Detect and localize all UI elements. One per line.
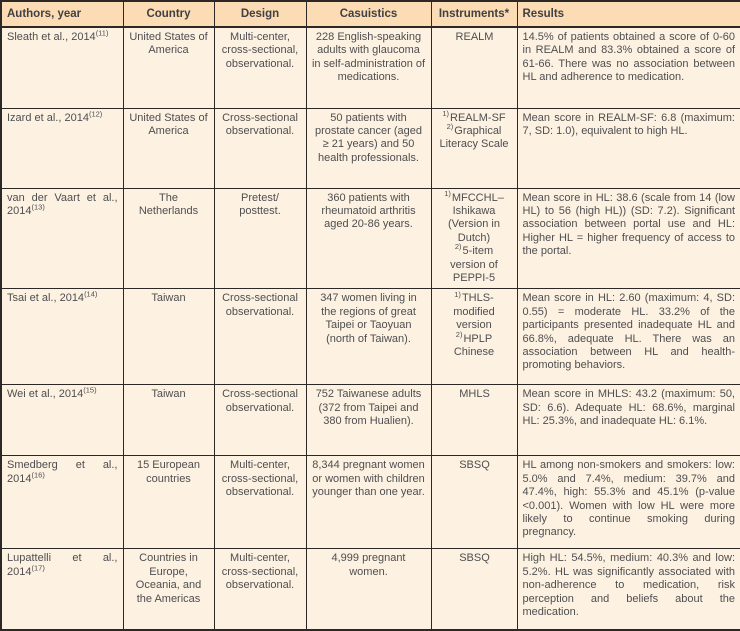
cell-results: Mean score in HL: 2.60 (maximum: 4, SD: 0.55) = moderate HL. 33.2% of the participants presented inadequate HL and 66.8%, adequate HL. There was an association between HL and health-promoting behaviors.: [517, 289, 740, 385]
instrument-name: Graphical Literacy Scale: [439, 124, 509, 151]
authors-text: Tsai et al., 2014: [7, 292, 85, 305]
cell-instruments: [431, 27, 517, 108]
instrument-name: THLS-modified version: [453, 292, 495, 332]
instruments-list: [437, 459, 512, 472]
instruments-list: [437, 388, 512, 401]
cell-country: Countries in Europe, Oceania, and the Americas: [123, 549, 214, 630]
column-header-design: Design: [214, 1, 306, 27]
instruments-list: [437, 31, 512, 44]
citation-superscript: (11): [95, 28, 109, 38]
authors-text: Wei et al., 2014: [7, 388, 84, 401]
citation-superscript: (16): [31, 470, 45, 480]
authors-text: Sleath et al., 2014: [7, 31, 96, 43]
column-header-country: Country: [123, 1, 214, 27]
citation-superscript: (15): [83, 385, 97, 395]
cell-instruments: [431, 385, 517, 456]
cell-authors-year: [1, 108, 123, 188]
cell-country: United States of America: [123, 108, 214, 188]
instrument-item: [437, 459, 512, 472]
cell-results: HL among non-smokers and smokers: low: 5.0% and 7.4%, medium: 39.7% and 47.4%, high: 55.3% and 45.1% (p-value <0.001). Women with low HL were more likely to continue smoking during pregnancy.: [517, 456, 740, 549]
instrument-name: MHLS: [459, 388, 490, 401]
instrument-name: MFCCHL– Ishikawa (Version in Dutch): [448, 191, 504, 244]
instrument-number-marker: 1): [444, 188, 451, 198]
table-body: [1, 27, 740, 630]
instrument-number-marker: 1): [442, 108, 450, 118]
instrument-name: SBSQ: [459, 552, 490, 565]
authors-text: Lupattelli et al., 2014: [7, 552, 118, 578]
cell-design: Pretest/ posttest.: [214, 188, 306, 289]
instrument-name: SBSQ: [459, 459, 490, 472]
table-row: [1, 27, 740, 108]
table-row: [1, 108, 740, 188]
citation-superscript: (13): [31, 202, 45, 212]
column-header-authors-year: Authors, year: [1, 1, 123, 27]
instrument-number-marker: 2): [455, 329, 463, 339]
cell-authors-year: [1, 456, 123, 549]
instrument-number-marker: 1): [454, 289, 461, 299]
cell-casuistics: 8,344 pregnant women or women with children younger than one year.: [306, 456, 431, 549]
citation-superscript: (14): [84, 289, 98, 299]
cell-results: Mean score in MHLS: 43.2 (maximum: 50, SD: 6.6). Adequate HL: 68.6%, marginal HL: 25.3%, and inadequate HL: 6.1%.: [517, 385, 740, 456]
cell-authors-year: [1, 385, 123, 456]
table-header-row: [1, 1, 740, 27]
instrument-item: [437, 329, 512, 360]
table-row: [1, 456, 740, 549]
column-header-results: Results: [517, 1, 740, 27]
instrument-item: [437, 388, 512, 401]
table-row: [1, 289, 740, 385]
instrument-item: [437, 122, 512, 152]
table-row: [1, 549, 740, 630]
instrument-number-marker: 2): [454, 242, 462, 252]
cell-country: United States of America: [123, 27, 214, 108]
instruments-list: [437, 289, 512, 359]
cell-instruments: [431, 188, 517, 289]
cell-results: Mean score in HL: 38.6 (scale from 14 (low HL) to 56 (high HL)) (SD: 7.2). Significant association between portal use and HL: Higher HL = higher frequency of access to the portal.: [517, 188, 740, 289]
cell-design: Multi-center, cross-sectional, observational.: [214, 456, 306, 549]
cell-results: 14.5% of patients obtained a score of 0-60 in REALM and 83.3% obtained a score of 61-66. There was no association between HL and adherence to medication.: [517, 27, 740, 108]
instrument-item: [437, 242, 512, 285]
instrument-name: 5-item version of PEPPI-5: [450, 245, 498, 284]
instruments-list: [437, 552, 512, 565]
table-row: [1, 188, 740, 289]
table-row: [1, 385, 740, 456]
cell-design: Cross-sectional observational.: [214, 385, 306, 456]
citation-superscript: (17): [31, 563, 45, 573]
cell-instruments: [431, 289, 517, 385]
authors-text: Smedberg et al., 2014: [7, 459, 118, 485]
cell-design: Multi-center, cross-sectional, observational.: [214, 549, 306, 630]
cell-instruments: [431, 108, 517, 188]
instrument-item: [437, 31, 512, 44]
authors-text: Izard et al., 2014: [7, 111, 89, 124]
authors-text: van der Vaart et al., 2014: [7, 191, 118, 217]
instrument-name: REALM: [455, 31, 494, 43]
cell-casuistics: 228 English-speaking adults with glaucoma in self-administration of medications.: [306, 27, 431, 108]
instrument-name: REALM-SF: [450, 111, 506, 124]
cell-design: Cross-sectional observational.: [214, 108, 306, 188]
cell-instruments: [431, 456, 517, 549]
cell-country: Taiwan: [123, 385, 214, 456]
instruments-list: [437, 108, 512, 152]
instrument-item: [437, 289, 512, 332]
cell-authors-year: [1, 27, 123, 108]
cell-results: Mean score in REALM-SF: 6.8 (maximum: 7, SD: 1.0), equivalent to high HL.: [517, 108, 740, 188]
instrument-name: HPLP Chinese: [453, 332, 495, 358]
cell-results: High HL: 54.5%, medium: 40.3% and low: 5.2%. HL was significantly associated with non-adherence to medication, risk perception and beliefs about the medication.: [517, 549, 740, 630]
cell-instruments: [431, 549, 517, 630]
cell-authors-year: [1, 549, 123, 630]
cell-casuistics: 752 Taiwanese adults (372 from Taipei and 380 from Hualien).: [306, 385, 431, 456]
instruments-list: [437, 188, 512, 286]
cell-design: Multi-center, cross-sectional, observational.: [214, 27, 306, 108]
cell-casuistics: 347 women living in the regions of great Taipei or Taoyuan (north of Taiwan).: [306, 289, 431, 385]
cell-casuistics: 360 patients with rheumatoid arthritis aged 20-86 years.: [306, 188, 431, 289]
instrument-item: [437, 552, 512, 565]
cell-country: Taiwan: [123, 289, 214, 385]
citation-superscript: (12): [88, 108, 103, 118]
cell-authors-year: [1, 289, 123, 385]
cell-country: 15 European countries: [123, 456, 214, 549]
cell-country: The Netherlands: [123, 188, 214, 289]
cell-design: Cross-sectional observational.: [214, 289, 306, 385]
instrument-item: [437, 188, 512, 246]
cell-authors-year: [1, 188, 123, 289]
column-header-casuistics: Casuistics: [306, 1, 431, 27]
instrument-number-marker: 2): [446, 122, 454, 132]
cell-casuistics: 4,999 pregnant women.: [306, 549, 431, 630]
cell-casuistics: 50 patients with prostate cancer (aged ≥ 21 years) and 50 health professionals.: [306, 108, 431, 188]
column-header-instruments: Instruments*: [431, 1, 517, 27]
